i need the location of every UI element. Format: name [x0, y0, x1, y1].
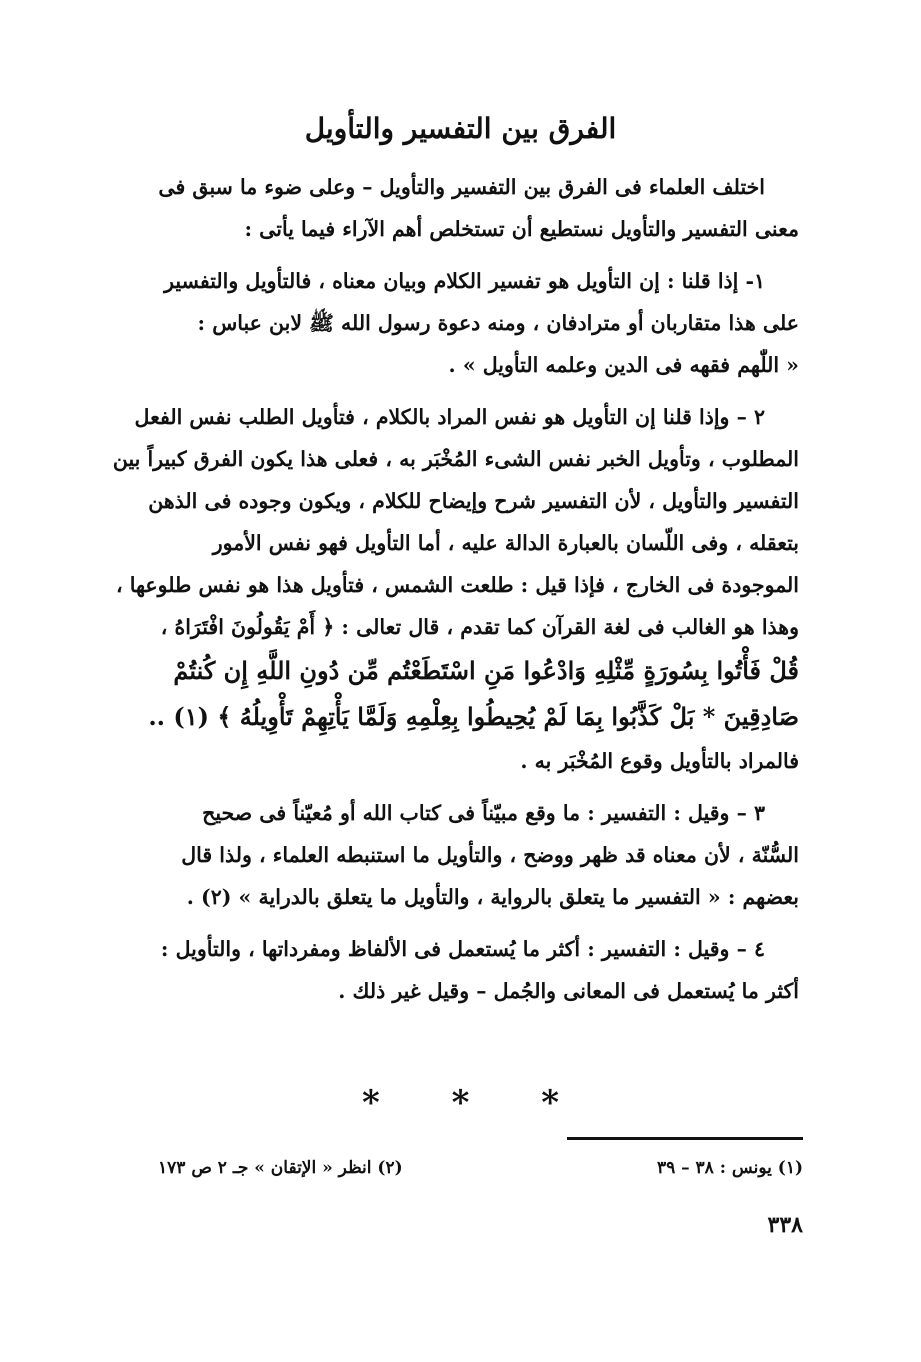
point-4-paragraph	[72, 928, 799, 1012]
text-line: ١- إذا قلنا : إن التأويل هو تفسير الكلام وبيان معناه ، فالتأويل والتفسير	[164, 269, 765, 293]
page-title: الفرق بين التفسير والتأويل	[304, 112, 617, 145]
text-line: اختلف العلماء فى الفرق بين التفسير والتأويل – وعلى ضوء ما سبق فى	[158, 175, 765, 199]
text-line: وهذا هو الغالب فى لغة القرآن كما تقدم ، قال تعالى : ﴿ أَمْ يَقُولُونَ افْتَرَاهُ ،	[160, 615, 799, 639]
text-line: الموجودة فى الخارج ، فإذا قيل : طلعت الشمس ، فتأويل هذا هو نفس طلوعها ،	[115, 573, 799, 597]
text-line: ٤ – وقيل : التفسير : أكثر ما يُستعمل فى الألفاظ ومفرداتها ، والتأويل :	[160, 937, 765, 961]
point-3-paragraph	[72, 792, 799, 918]
text-line: أكثر ما يُستعمل فى المعانى والجُمل – وقيل غير ذلك .	[338, 979, 799, 1003]
text-line: « اللّٰهم فقهه فى الدين وعلمه التأويل » .	[448, 353, 799, 377]
point-2-paragraph	[72, 396, 799, 782]
footnote-1: (١) يونس : ٣٨ – ٣٩	[656, 1158, 803, 1178]
text-line: السُّنّة ، لأن معناه قد ظهر ووضح ، والتأويل ما استنبطه العلماء ، ولذا قال	[181, 843, 799, 867]
page-number: ٣٣٨	[767, 1212, 803, 1238]
quran-verse-line: قُلْ فَأْتُوا بِسُورَةٍ مِّثْلِهِ وَادْعُوا مَنِ اسْتَطَعْتُم مِّن دُونِ اللَّهِ إِن كُنتُمْ	[173, 656, 799, 685]
quran-verse-line: صَادِقِينَ * بَلْ كَذَّبُوا بِمَا لَمْ يُحِيطُوا بِعِلْمِهِ وَلَمَّا يَأْتِهِمْ تَأْوِيلُهُ ﴾ (١) ..	[148, 702, 799, 731]
text-line: ٢ – وإذا قلنا إن التأويل هو نفس المراد بالكلام ، فتأويل الطلب نفس الفعل	[134, 405, 765, 429]
text-line: معنى التفسير والتأويل نستطيع أن تستخلص أهم الآراء فيما يأتى :	[244, 217, 799, 241]
footnote-2: (٢) انظر « الإتقان » جـ ٢ ص ١٧٣	[158, 1158, 403, 1178]
intro-paragraph	[72, 166, 799, 250]
text-line: ٣ – وقيل : التفسير : ما وقع مبيّناً فى كتاب الله أو مُعيّناً فى صحيح	[202, 801, 765, 825]
text-line: المطلوب ، وتأويل الخبر نفس الشىء المُخْبَر به ، فعلى هذا يكون الفرق كبيراً بين	[112, 447, 799, 471]
asterisk-icon: *	[541, 1083, 560, 1123]
text-line: بعضهم : « التفسير ما يتعلق بالرواية ، والتأويل ما يتعلق بالدراية » (٢) .	[186, 885, 799, 909]
text-line: فالمراد بالتأويل وقوع المُخْبَر به .	[520, 749, 799, 773]
page-body	[72, 166, 799, 1022]
text-line: التفسير والتأويل ، لأن التفسير شرح وإيضاح للكلام ، ويكون وجوده فى الذهن	[148, 489, 799, 513]
text-line: على هذا متقاربان أو مترادفان ، ومنه دعوة رسول الله ﷺ لابن عباس :	[197, 311, 799, 335]
point-1-paragraph	[72, 260, 799, 386]
text-line: بتعقله ، وفى اللّسان بالعبارة الدالة عليه ، أما التأويل فهو نفس الأمور	[212, 531, 799, 555]
section-separator	[0, 1083, 921, 1123]
asterisk-icon: *	[361, 1083, 380, 1123]
footnote-divider	[567, 1137, 803, 1140]
asterisk-icon: *	[451, 1083, 470, 1123]
